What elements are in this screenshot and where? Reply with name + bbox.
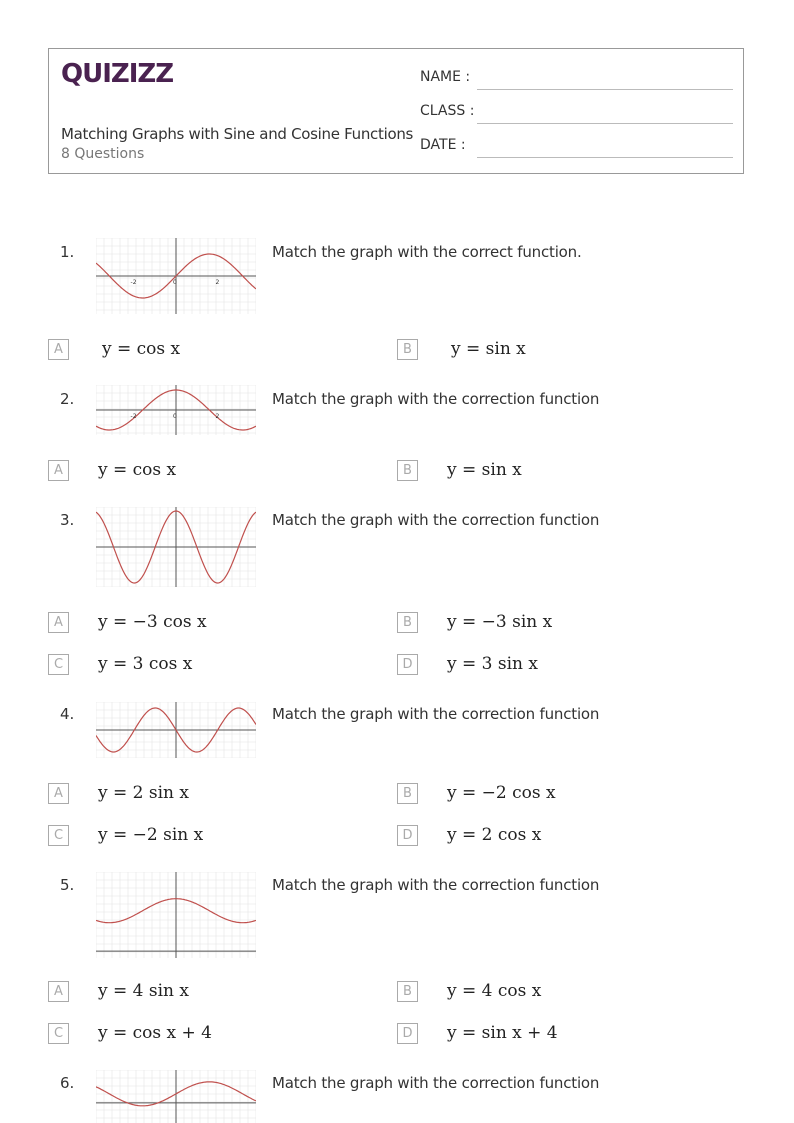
option-a-box[interactable]: A [48,339,69,360]
option-b-text: y = −2 cos x [447,783,556,803]
tick-label: -2 [130,413,137,420]
question-text: Match the graph with the correct function. [272,243,582,261]
option-a-text: y = cos x [102,339,181,359]
option-c-text: y = cos x + 4 [98,1023,212,1043]
option-a-box[interactable]: A [48,981,69,1002]
option-d-text: y = 3 sin x [447,654,538,674]
option-a-box[interactable]: A [48,460,69,481]
tick-label: 0 [173,413,177,420]
option-c-box[interactable]: C [48,654,69,675]
option-a-text: y = −3 cos x [98,612,207,632]
date-line[interactable] [477,157,733,158]
option-b-text: y = sin x [447,460,522,480]
name-label: NAME : [420,69,471,85]
tick-label: 2 [215,413,220,420]
option-c-box[interactable]: C [48,825,69,846]
worksheet-title: Matching Graphs with Sine and Cosine Functions [61,125,414,143]
option-a-box[interactable]: A [48,783,69,804]
question-number: 5. [60,876,75,894]
option-b-box[interactable]: B [397,460,418,481]
option-b-box[interactable]: B [397,783,418,804]
option-d-box[interactable]: D [397,825,418,846]
option-b-text: y = −3 sin x [447,612,553,632]
option-c-text: y = −2 sin x [98,825,204,845]
tick-label: -2 [130,279,137,286]
option-c-text: y = 3 cos x [98,654,193,674]
question-number: 6. [60,1074,75,1092]
question-graph [96,702,256,758]
quizizz-logo: QUIZIZZ [61,59,174,89]
question-graph [96,385,256,435]
question-count: 8 Questions [61,146,145,162]
option-d-text: y = 2 cos x [447,825,542,845]
question-number: 1. [60,243,75,261]
date-label: DATE : [420,137,466,153]
option-b-box[interactable]: B [397,981,418,1002]
option-d-text: y = sin x + 4 [447,1023,558,1043]
option-a-box[interactable]: A [48,612,69,633]
tick-label: 2 [215,279,220,286]
name-line[interactable] [477,89,733,90]
question-text: Match the graph with the correction function [272,390,600,408]
option-b-box[interactable]: B [397,612,418,633]
question-number: 3. [60,511,75,529]
option-a-text: y = 4 sin x [98,981,189,1001]
class-line[interactable] [477,123,733,124]
option-b-text: y = sin x [451,339,526,359]
question-graph [96,872,256,958]
option-a-text: y = cos x [98,460,177,480]
question-text: Match the graph with the correction function [272,1074,600,1092]
question-graph [96,507,256,587]
option-b-box[interactable]: B [397,339,418,360]
worksheet-header [48,48,744,174]
question-number: 2. [60,390,75,408]
question-number: 4. [60,705,75,723]
tick-label: 0 [173,279,177,286]
option-d-box[interactable]: D [397,654,418,675]
question-text: Match the graph with the correction function [272,705,600,723]
option-a-text: y = 2 sin x [98,783,189,803]
option-d-box[interactable]: D [397,1023,418,1044]
question-text: Match the graph with the correction function [272,511,600,529]
question-graph [96,238,256,314]
question-graph [96,1070,256,1123]
option-b-text: y = 4 cos x [447,981,542,1001]
option-c-box[interactable]: C [48,1023,69,1044]
class-label: CLASS : [420,103,475,119]
question-text: Match the graph with the correction function [272,876,600,894]
